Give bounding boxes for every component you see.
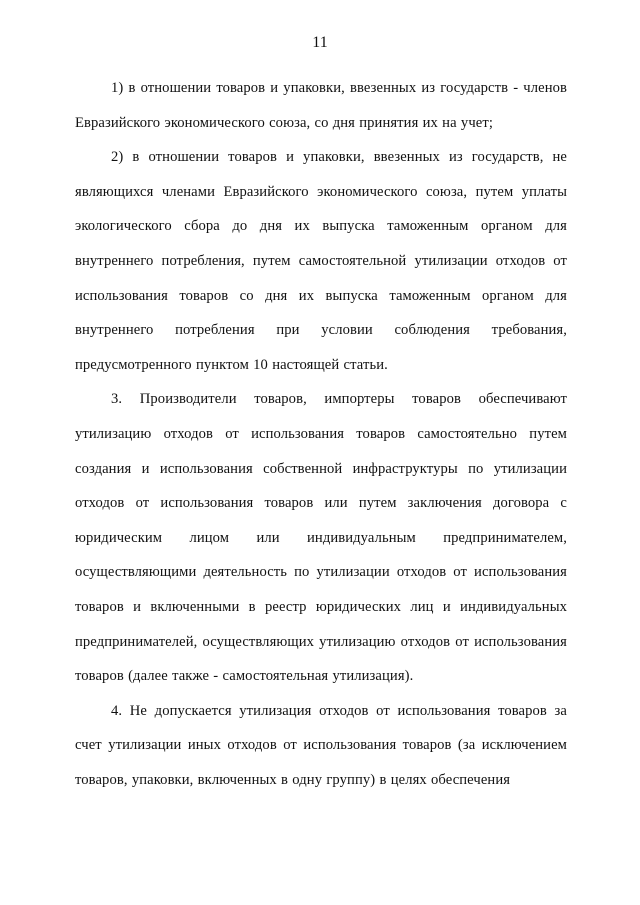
paragraph-item-1: 1) в отношении товаров и упаковки, ввезенных из государств - членов Евразийского экономического союза, со дня принятия их на учет; bbox=[75, 80, 567, 131]
document-body bbox=[75, 71, 567, 797]
paragraph-item-2: 2) в отношении товаров и упаковки, ввезенных из государств, не являющихся членами Евразийского экономического союза, путем уплаты экологического сбора до дня их выпуска таможенным органом для внутреннего потребления, путем самостоятельной утилизации отходов от использования товаров со дня их выпуска таможенным органом для внутреннего потребления при условии соблюдения требования, предусмотренного пунктом 10 настоящей статьи. bbox=[75, 149, 567, 373]
paragraph-clause-4: 4. Не допускается утилизация отходов от использования товаров за счет утилизации иных отходов от использования товаров (за исключением товаров, упаковки, включенных в одну группу) в целях обеспечения bbox=[75, 702, 567, 788]
page-number: 11 bbox=[312, 34, 328, 51]
paragraph-clause-3: 3. Производители товаров, импортеры товаров обеспечивают утилизацию отходов от использования товаров самостоятельно путем создания и использования собственной инфраструктуры по утилизации отходов от использования товаров или путем заключения договора с юридическим лицом или индивидуальным предпринимателем, осуществляющими деятельность по утилизации отходов от использования товаров и включенными в реестр юридических лиц и индивидуальных предпринимателей, осуществляющих утилизацию отходов от использования товаров (далее также - самостоятельная утилизация). bbox=[75, 391, 567, 685]
